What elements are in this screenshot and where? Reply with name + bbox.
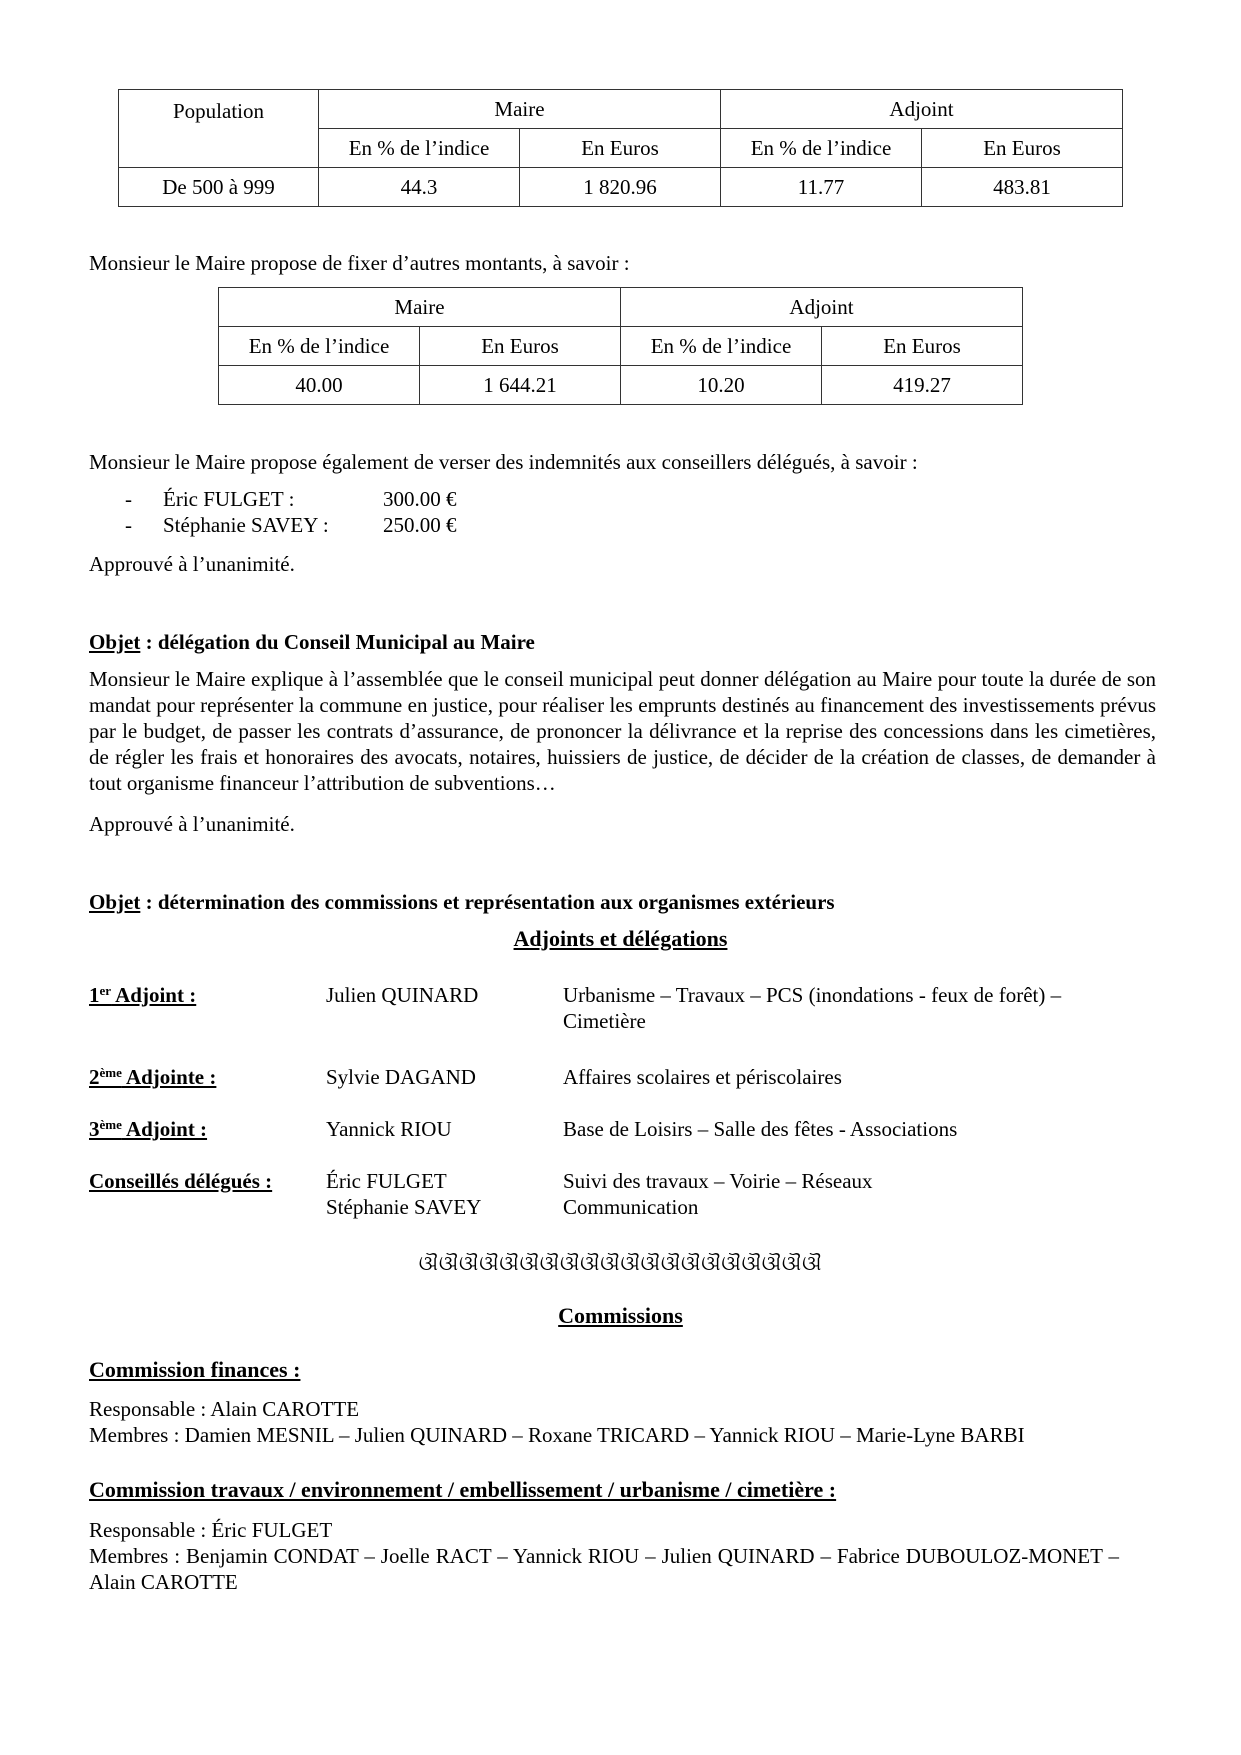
commission-travaux-title: Commission travaux / environnement / embellissement / urbanisme / cimetière : [89,1477,837,1502]
adjoint-delegation: Urbanisme – Travaux – PCS (inondations - feux de forêt) – Cimetière [563,983,1062,1033]
delegate-name: Éric FULGET : [163,487,295,511]
sub-maire-euros: En Euros [420,327,621,366]
cell-maire-euros: 1 644.21 [420,366,621,405]
indemnity-table-proposed [218,287,1023,405]
adjoint-role-label: Adjointe : [121,1065,217,1089]
commission-finances-title: Commission finances : [89,1357,301,1382]
adjoint-role-label: Adjoint : [111,983,197,1007]
adjoint-role [89,1116,207,1142]
objet-title: : détermination des commissions et représentation aux organismes extérieurs [140,890,835,914]
delegate-item [125,486,457,512]
conseilles-role: Conseillés délégués : [89,1169,273,1193]
cell-maire-pct: 44.3 [319,168,520,207]
sub-adjoint-euros: En Euros [922,129,1123,168]
ornament-divider: ଔଔଔଔଔଔଔଔଔଔଔଔଔଔଔଔଔଔଔଔ [418,1253,823,1275]
adjoint-role [89,1064,216,1090]
delegate-amount: 300.00 € [383,487,457,511]
cell-maire-pct: 40.00 [219,366,420,405]
adjoint-num: 1 [89,983,100,1007]
commission-responsable: Responsable : Alain CAROTTE [89,1397,360,1421]
proposal-intro: Monsieur le Maire propose de fixer d’autres montants, à savoir : [89,251,630,275]
delegate-amount: 250.00 € [383,513,457,537]
adjoint-name: Yannick RIOU [326,1117,452,1141]
objet-label: Objet [89,890,141,914]
objet-title: : délégation du Conseil Municipal au Maire [140,630,535,654]
adjoint-role-label: Adjoint : [121,1117,208,1141]
header-maire: Maire [219,288,621,327]
adjoints-heading: Adjoints et délégations [513,926,728,951]
adjoint-sup: er [99,983,112,998]
cell-adjoint-pct: 11.77 [721,168,922,207]
cell-adjoint-euros: 483.81 [922,168,1123,207]
conseille-name: Éric FULGET [326,1169,447,1193]
sub-maire-pct: En % de l’indice [219,327,420,366]
conseille-delegation: Suivi des travaux – Voirie – Réseaux [563,1169,873,1193]
objet-heading-delegation [89,629,535,655]
adjoint-sup: ème [99,1117,122,1132]
header-adjoint: Adjoint [721,90,1123,129]
commissions-heading: Commissions [558,1303,683,1328]
commission-membres: Membres : Damien MESNIL – Julien QUINARD – Roxane TRICARD – Yannick RIOU – Marie-Lyne BARBI [89,1423,1025,1447]
indemnity-table-legal [118,89,1123,207]
approved-text: Approuvé à l’unanimité. [89,552,295,576]
adjoint-name: Julien QUINARD [326,983,479,1007]
sub-maire-euros: En Euros [520,129,721,168]
header-population: Population [119,90,319,168]
header-adjoint: Adjoint [621,288,1023,327]
sub-adjoint-pct: En % de l’indice [721,129,922,168]
delegate-item [125,512,457,538]
adjoint-name: Sylvie DAGAND [326,1065,476,1089]
delegates-intro: Monsieur le Maire propose également de verser des indemnités aux conseillers délégués, à savoir : [89,450,918,474]
commission-responsable: Responsable : Éric FULGET [89,1518,333,1542]
sub-adjoint-pct: En % de l’indice [621,327,822,366]
objet-body-text: Monsieur le Maire explique à l’assemblée que le conseil municipal peut donner délégation au Maire pour toute la durée de son mandat pour représenter la commune en justice, pour réaliser les emprunts destinés au financement des investissements prévus par le budget, de passer les contrats d’assurance, de prononcer la délivrance et la reprise des concessions dans les cimetières, de régler les frais et honoraires des avocats, notaires, huissiers de justice, de décider de la création de classes, de demander à tout organisme financeur l’attribution de subventions… [89,667,1156,795]
adjoint-delegation: Base de Loisirs – Salle des fêtes - Associations [563,1117,958,1141]
adjoint-delegation: Affaires scolaires et périscolaires [563,1065,842,1089]
objet-label: Objet [89,630,141,654]
conseilles-names [326,1168,481,1220]
conseilles-delegations [563,1168,1143,1220]
sub-maire-pct: En % de l’indice [319,129,520,168]
adjoint-num: 3 [89,1117,100,1141]
bullet-dash: - [125,513,132,537]
cell-maire-euros: 1 820.96 [520,168,721,207]
delegate-name: Stéphanie SAVEY : [163,513,329,537]
cell-population: De 500 à 999 [119,168,319,207]
conseille-name: Stéphanie SAVEY [326,1195,482,1219]
header-maire: Maire [319,90,721,129]
bullet-dash: - [125,487,132,511]
sub-adjoint-euros: En Euros [822,327,1023,366]
cell-adjoint-pct: 10.20 [621,366,822,405]
objet-heading-commissions [89,889,835,915]
adjoint-num: 2 [89,1065,100,1089]
approved-text: Approuvé à l’unanimité. [89,812,295,836]
adjoint-role [89,982,196,1008]
cell-adjoint-euros: 419.27 [822,366,1023,405]
objet-body-delegation [89,666,1156,796]
conseille-delegation: Communication [563,1195,699,1219]
adjoint-sup: ème [99,1065,122,1080]
commission-membres: Membres : Benjamin CONDAT – Joelle RACT – Yannick RIOU – Julien QUINARD – Fabrice DUBOULOZ-MONET – Alain CAROTTE [89,1544,1119,1594]
